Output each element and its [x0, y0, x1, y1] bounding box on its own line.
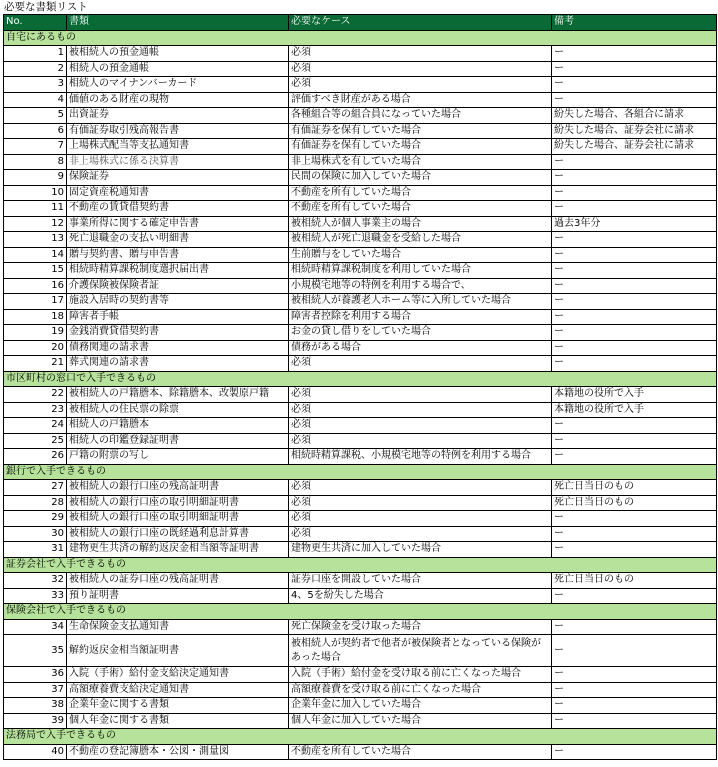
table-row [4, 92, 717, 108]
cell-no: 22 [4, 387, 67, 403]
section-title: 保険会社で入手できるもの [4, 604, 717, 620]
table-row [4, 170, 717, 186]
cell-note: ー [552, 667, 717, 683]
cell-document: 非上場株式に係る決算書 [67, 154, 289, 170]
cell-case: 相続時精算課税、小規模宅地等の特例を利用する場合 [289, 449, 552, 465]
table-row [4, 216, 717, 232]
cell-note: ー [552, 263, 717, 279]
cell-case: 必須 [289, 526, 552, 542]
table-row [4, 46, 717, 62]
cell-case: 個人年金に加入していた場合 [289, 713, 552, 729]
cell-no: 3 [4, 77, 67, 93]
cell-case: 非上場株式を有していた場合 [289, 154, 552, 170]
cell-document: 被相続人の住民票の除票 [67, 402, 289, 418]
cell-no: 40 [4, 744, 67, 760]
cell-case: 障害者控除を利用する場合 [289, 309, 552, 325]
cell-note: ー [552, 185, 717, 201]
cell-no: 29 [4, 511, 67, 527]
cell-document: 相続時精算課税制度選択届出書 [67, 263, 289, 279]
cell-case: 必須 [289, 495, 552, 511]
cell-no: 32 [4, 573, 67, 589]
cell-document: 建物更生共済の解約返戻金相当額等証明書 [67, 542, 289, 558]
cell-note: ー [552, 698, 717, 714]
cell-no: 36 [4, 667, 67, 683]
cell-case: 必須 [289, 511, 552, 527]
table-row [4, 201, 717, 217]
cell-note: 紛失した場合、証券会社に請求 [552, 139, 717, 155]
cell-note: ー [552, 635, 717, 667]
table-row [4, 108, 717, 124]
table-row [4, 682, 717, 698]
cell-no: 8 [4, 154, 67, 170]
table-row [4, 698, 717, 714]
cell-no: 9 [4, 170, 67, 186]
table-row [4, 278, 717, 294]
cell-case: 小規模宅地等の特例を利用する場合で、 [289, 278, 552, 294]
section-title: 法務局で入手できるもの [4, 729, 717, 745]
table-row [4, 433, 717, 449]
table-row [4, 263, 717, 279]
cell-case: 不動産を所有していた場合 [289, 201, 552, 217]
cell-document: 価値のある財産の現物 [67, 92, 289, 108]
section-row [4, 604, 717, 620]
cell-no: 37 [4, 682, 67, 698]
cell-no: 19 [4, 325, 67, 341]
cell-note: ー [552, 325, 717, 341]
cell-no: 12 [4, 216, 67, 232]
table-row [4, 154, 717, 170]
cell-case: 企業年金に加入していた場合 [289, 698, 552, 714]
table-row [4, 619, 717, 635]
section-title: 自宅にあるもの [4, 30, 717, 46]
cell-document: 預り証明書 [67, 588, 289, 604]
cell-no: 39 [4, 713, 67, 729]
cell-case: 必須 [289, 433, 552, 449]
cell-no: 10 [4, 185, 67, 201]
table-row [4, 387, 717, 403]
cell-document: 事業所得に関する確定申告書 [67, 216, 289, 232]
cell-no: 31 [4, 542, 67, 558]
cell-case: 被相続人が死亡退職金を受給した場合 [289, 232, 552, 248]
section-row [4, 729, 717, 745]
cell-document: 施設入居時の契約書等 [67, 294, 289, 310]
cell-no: 28 [4, 495, 67, 511]
cell-document: 高額療養費支給決定通知書 [67, 682, 289, 698]
table-row [4, 635, 717, 667]
cell-no: 11 [4, 201, 67, 217]
cell-case: 証券口座を開設していた場合 [289, 573, 552, 589]
cell-document: 被相続人の証券口座の残高証明書 [67, 573, 289, 589]
cell-note: 死亡日当日のもの [552, 573, 717, 589]
cell-case: 入院（手術）給付金を受け取る前に亡くなった場合 [289, 667, 552, 683]
cell-document: 被相続人の銀行口座の取引明細証明書 [67, 511, 289, 527]
cell-no: 25 [4, 433, 67, 449]
cell-note: 過去3年分 [552, 216, 717, 232]
cell-case: 被相続人が養護老人ホーム等に入所していた場合 [289, 294, 552, 310]
table-row [4, 480, 717, 496]
section-row [4, 30, 717, 46]
cell-note: ー [552, 682, 717, 698]
cell-document: 上場株式配当等支払通知書 [67, 139, 289, 155]
cell-note: ー [552, 449, 717, 465]
cell-note: ー [552, 170, 717, 186]
table-row [4, 542, 717, 558]
cell-note: ー [552, 433, 717, 449]
cell-document: 被相続人の戸籍謄本、除籍謄本、改製原戸籍 [67, 387, 289, 403]
cell-no: 13 [4, 232, 67, 248]
cell-case: 必須 [289, 77, 552, 93]
cell-note: ー [552, 61, 717, 77]
cell-note: ー [552, 526, 717, 542]
table-row [4, 418, 717, 434]
cell-no: 7 [4, 139, 67, 155]
cell-case: 建物更生共済に加入していた場合 [289, 542, 552, 558]
cell-note: ー [552, 542, 717, 558]
cell-document: 不動産の賃貸借契約書 [67, 201, 289, 217]
cell-note: ー [552, 201, 717, 217]
cell-note: ー [552, 418, 717, 434]
cell-no: 21 [4, 356, 67, 372]
cell-case: 不動産を所有していた場合 [289, 185, 552, 201]
section-title: 市区町村の窓口で入手できるもの [4, 371, 717, 387]
cell-document: 贈与契約書、贈与申告書 [67, 247, 289, 263]
table-row [4, 247, 717, 263]
table-row [4, 667, 717, 683]
cell-document: 企業年金に関する書類 [67, 698, 289, 714]
cell-document: 不動産の登記簿謄本・公図・測量図 [67, 744, 289, 760]
cell-document: 個人年金に関する書類 [67, 713, 289, 729]
cell-note: ー [552, 356, 717, 372]
cell-document: 生命保険金支払通知書 [67, 619, 289, 635]
cell-no: 17 [4, 294, 67, 310]
cell-note: ー [552, 588, 717, 604]
cell-note: 本籍地の役所で入手 [552, 402, 717, 418]
cell-no: 14 [4, 247, 67, 263]
cell-document: 相続人の預金通帳 [67, 61, 289, 77]
cell-document: 出資証券 [67, 108, 289, 124]
cell-no: 24 [4, 418, 67, 434]
table-row [4, 402, 717, 418]
cell-no: 27 [4, 480, 67, 496]
table-row [4, 232, 717, 248]
cell-document: 債務関連の請求書 [67, 340, 289, 356]
cell-no: 2 [4, 61, 67, 77]
sheet-title: 必要な書類リスト [4, 1, 88, 13]
table-row [4, 573, 717, 589]
column-header-document: 書類 [67, 15, 289, 31]
cell-note: ー [552, 744, 717, 760]
cell-document: 葬式関連の請求書 [67, 356, 289, 372]
cell-case: 民間の保険に加入していた場合 [289, 170, 552, 186]
table-row [4, 340, 717, 356]
table-row [4, 139, 717, 155]
cell-document: 保険証券 [67, 170, 289, 186]
table-row [4, 588, 717, 604]
cell-note: ー [552, 232, 717, 248]
cell-note: ー [552, 77, 717, 93]
table-row [4, 449, 717, 465]
table-row [4, 61, 717, 77]
cell-note: ー [552, 278, 717, 294]
cell-case: 相続時精算課税制度を利用していた場合 [289, 263, 552, 279]
cell-case: 必須 [289, 387, 552, 403]
column-header-note: 備考 [552, 15, 717, 31]
cell-no: 38 [4, 698, 67, 714]
cell-document: 戸籍の附票の写し [67, 449, 289, 465]
cell-no: 23 [4, 402, 67, 418]
cell-note: ー [552, 294, 717, 310]
table-row [4, 325, 717, 341]
cell-no: 35 [4, 635, 67, 667]
cell-document: 入院（手術）給付金支給決定通知書 [67, 667, 289, 683]
cell-document: 相続人のマイナンバーカード [67, 77, 289, 93]
cell-document: 相続人の印鑑登録証明書 [67, 433, 289, 449]
cell-note: 死亡日当日のもの [552, 495, 717, 511]
column-header-no: No. [4, 15, 67, 31]
cell-case: 不動産を所有していた場合 [289, 744, 552, 760]
cell-no: 33 [4, 588, 67, 604]
cell-case: 有価証券を保有していた場合 [289, 139, 552, 155]
cell-case: 必須 [289, 356, 552, 372]
cell-case: 被相続人が契約者で他者が被保険者となっている保険があった場合 [289, 635, 552, 667]
cell-case: 評価すべき財産がある場合 [289, 92, 552, 108]
cell-case: 必須 [289, 61, 552, 77]
table-row [4, 77, 717, 93]
cell-case: 高額療養費を受け取る前に亡くなった場合 [289, 682, 552, 698]
cell-no: 6 [4, 123, 67, 139]
cell-document: 障害者手帳 [67, 309, 289, 325]
cell-no: 20 [4, 340, 67, 356]
cell-note: ー [552, 92, 717, 108]
cell-case: 必須 [289, 46, 552, 62]
cell-document: 解約返戻金相当額証明書 [67, 635, 289, 667]
cell-case: 死亡保険金を受け取った場合 [289, 619, 552, 635]
cell-note: ー [552, 309, 717, 325]
cell-case: 必須 [289, 418, 552, 434]
cell-document: 固定資産税通知書 [67, 185, 289, 201]
table-row [4, 309, 717, 325]
section-row [4, 371, 717, 387]
cell-case: 必須 [289, 480, 552, 496]
cell-case: 4、5を紛失した場合 [289, 588, 552, 604]
cell-no: 5 [4, 108, 67, 124]
cell-note: 本籍地の役所で入手 [552, 387, 717, 403]
cell-case: 各種組合等の組合員になっていた場合 [289, 108, 552, 124]
table-row [4, 495, 717, 511]
cell-document: 相続人の戸籍謄本 [67, 418, 289, 434]
table-row [4, 511, 717, 527]
cell-case: 債務がある場合 [289, 340, 552, 356]
cell-no: 4 [4, 92, 67, 108]
cell-no: 26 [4, 449, 67, 465]
cell-note: ー [552, 511, 717, 527]
cell-note: 紛失した場合、証券会社に請求 [552, 123, 717, 139]
cell-document: 被相続人の銀行口座の取引明細証明書 [67, 495, 289, 511]
table-row [4, 356, 717, 372]
table-row [4, 185, 717, 201]
cell-document: 介護保険被保険者証 [67, 278, 289, 294]
cell-note: ー [552, 247, 717, 263]
cell-case: 被相続人が個人事業主の場合 [289, 216, 552, 232]
cell-note: ー [552, 713, 717, 729]
cell-no: 30 [4, 526, 67, 542]
cell-case: お金の貸し借りをしていた場合 [289, 325, 552, 341]
cell-note: 紛失した場合、各組合に請求 [552, 108, 717, 124]
table-row [4, 526, 717, 542]
cell-document: 被相続人の銀行口座の残高証明書 [67, 480, 289, 496]
cell-no: 18 [4, 309, 67, 325]
table-row [4, 294, 717, 310]
document-list-table [3, 14, 717, 760]
column-header-case: 必要なケース [289, 15, 552, 31]
header-row [4, 15, 717, 31]
section-title: 証券会社で入手できるもの [4, 557, 717, 573]
cell-case: 有価証券を保有していた場合 [289, 123, 552, 139]
cell-no: 34 [4, 619, 67, 635]
table-body [4, 15, 717, 760]
section-title: 銀行で入手できるもの [4, 464, 717, 480]
cell-no: 1 [4, 46, 67, 62]
cell-document: 被相続人の銀行口座の既経過利息計算書 [67, 526, 289, 542]
section-row [4, 464, 717, 480]
table-row [4, 744, 717, 760]
cell-document: 有価証券取引残高報告書 [67, 123, 289, 139]
cell-note: ー [552, 619, 717, 635]
section-row [4, 557, 717, 573]
cell-note: ー [552, 154, 717, 170]
cell-note: ー [552, 46, 717, 62]
cell-note: 死亡日当日のもの [552, 480, 717, 496]
cell-document: 死亡退職金の支払い明細書 [67, 232, 289, 248]
cell-note: ー [552, 340, 717, 356]
cell-document: 被相続人の預金通帳 [67, 46, 289, 62]
cell-case: 生前贈与をしていた場合 [289, 247, 552, 263]
cell-no: 16 [4, 278, 67, 294]
table-row [4, 123, 717, 139]
table-row [4, 713, 717, 729]
cell-document: 金銭消費貸借契約書 [67, 325, 289, 341]
cell-no: 15 [4, 263, 67, 279]
cell-case: 必須 [289, 402, 552, 418]
